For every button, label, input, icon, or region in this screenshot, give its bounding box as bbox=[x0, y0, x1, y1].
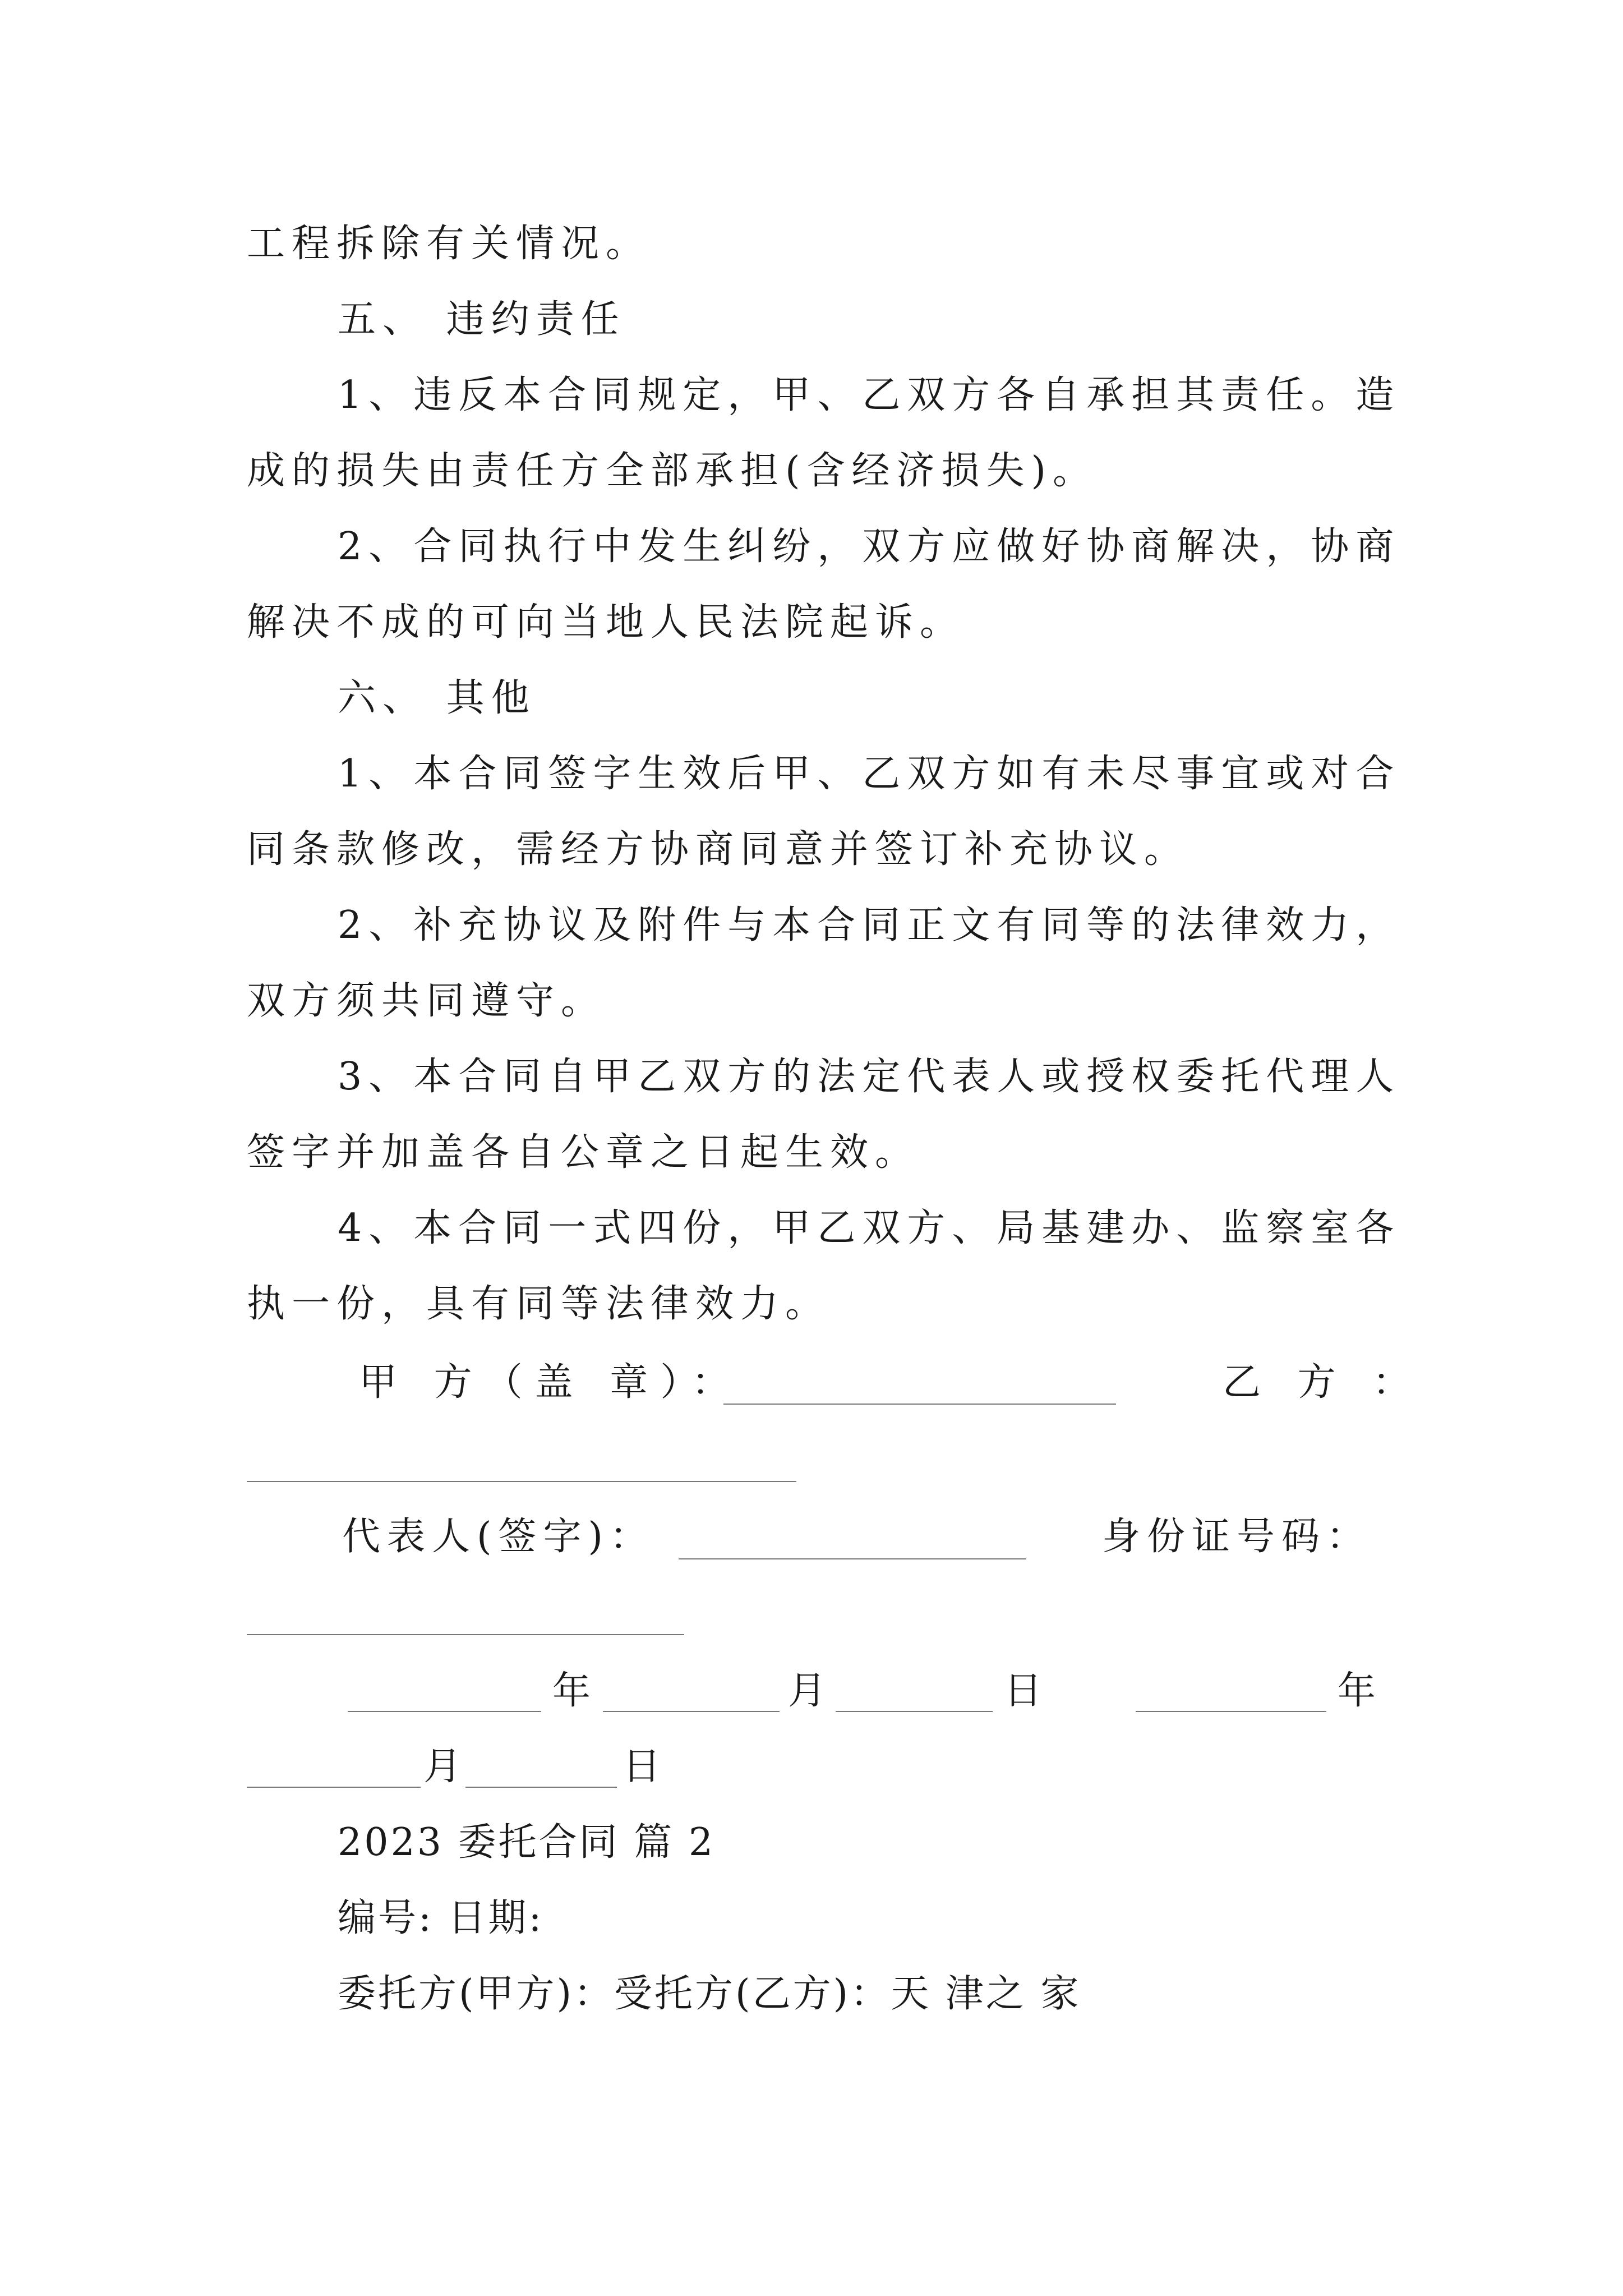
paragraph-line: 双方须共同遵守。 bbox=[247, 979, 606, 1023]
party-b-day-label: 日 bbox=[623, 1745, 668, 1789]
party-b-month-label: 月 bbox=[423, 1745, 469, 1789]
id-number-blank bbox=[247, 1634, 684, 1635]
body-line: 工程拆除有关情况。 bbox=[247, 222, 651, 266]
paragraph-line: 1、违反本合同规定，甲、乙双方各自承担其责任。造 bbox=[338, 373, 1401, 417]
party-b-day-blank bbox=[465, 1787, 617, 1788]
party-b-month-blank bbox=[247, 1787, 421, 1788]
party-a-day-blank bbox=[836, 1711, 993, 1712]
paragraph-line: 4、本合同一式四份，甲乙双方、局基建办、监察室各 bbox=[338, 1206, 1401, 1250]
party-a-year-label: 年 bbox=[552, 1669, 598, 1713]
paragraph-line: 解决不成的可向当地人民法院起诉。 bbox=[247, 600, 965, 645]
party-b-year-label: 年 bbox=[1338, 1669, 1383, 1713]
party-b-blank bbox=[247, 1481, 796, 1482]
representative-blank bbox=[679, 1558, 1026, 1559]
paragraph-line: 2、合同执行中发生纠纷，双方应做好协商解决，协商 bbox=[338, 524, 1401, 569]
party-b-year-blank bbox=[1136, 1711, 1326, 1712]
party-a-day-label: 日 bbox=[1004, 1669, 1049, 1713]
party-a-seal-blank bbox=[723, 1404, 1116, 1405]
paragraph-line: 2、补充协议及附件与本合同正文有同等的法律效力， bbox=[338, 903, 1401, 947]
id-number-label: 身份证号码： bbox=[1102, 1515, 1372, 1559]
party-a-seal-label: 甲 方（盖 章）： bbox=[359, 1360, 743, 1405]
paragraph-line: 1、本合同签字生效后甲、乙双方如有未尽事宜或对合 bbox=[338, 752, 1401, 796]
section-heading-6: 六、 其他 bbox=[338, 676, 536, 720]
party-a-month-label: 月 bbox=[788, 1669, 833, 1713]
party-b-label: 乙 方 ： bbox=[1223, 1360, 1423, 1405]
party-a-year-blank bbox=[348, 1711, 541, 1712]
paragraph-line: 同条款修改，需经方协商同意并签订补充协议。 bbox=[247, 827, 1189, 872]
representative-label: 代表人(签字)： bbox=[342, 1515, 655, 1559]
paragraph-line: 3、本合同自甲乙双方的法定代表人或授权委托代理人 bbox=[338, 1055, 1401, 1099]
contract-2-heading: 2023 委托合同 篇 2 bbox=[338, 1820, 716, 1865]
party-a-month-blank bbox=[603, 1711, 780, 1712]
contract-2-number-date: 编号: 日期: bbox=[338, 1896, 544, 1940]
paragraph-line: 执一份，具有同等法律效力。 bbox=[247, 1282, 831, 1326]
paragraph-line: 成的损失由责任方全部承担(含经济损失)。 bbox=[247, 449, 1098, 493]
section-heading-5: 五、 违约责任 bbox=[338, 297, 626, 342]
paragraph-line: 签字并加盖各自公章之日起生效。 bbox=[247, 1130, 920, 1175]
contract-2-parties: 委托方(甲方)：受托方(乙方)：天 津之 家 bbox=[338, 1972, 1081, 2016]
